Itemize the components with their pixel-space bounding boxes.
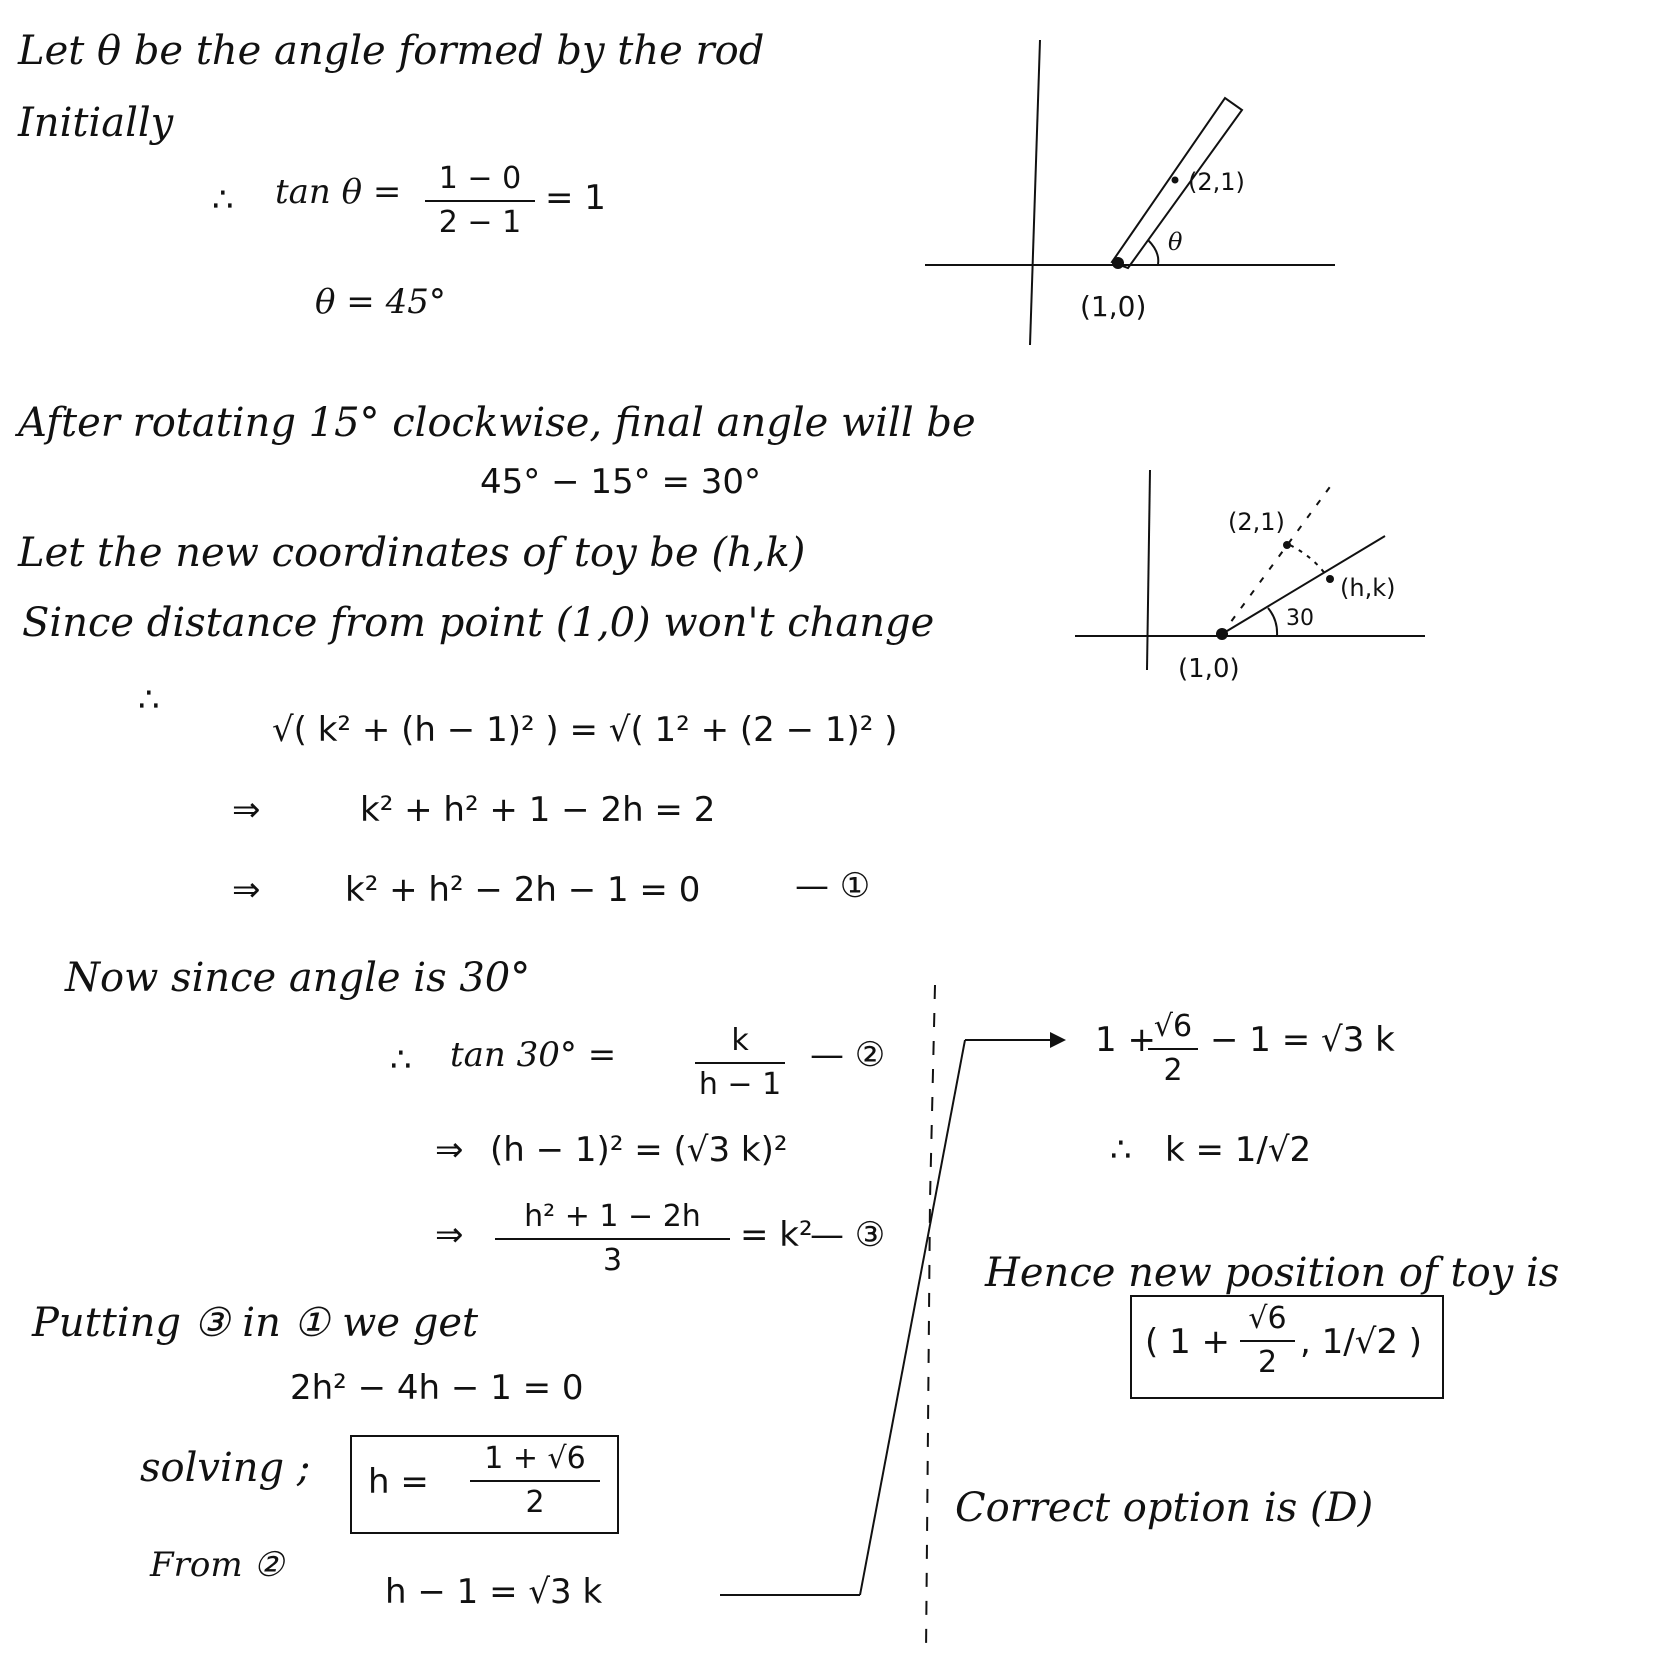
tan-theta-lhs: tan θ =	[275, 172, 402, 212]
therefore-symbol-3: ∴	[390, 1040, 412, 1080]
implies-symbol-2: ⇒	[232, 870, 261, 910]
h-result-numerator: 1 + √6	[484, 1441, 586, 1476]
answer-right: , 1/√2 )	[1300, 1322, 1423, 1362]
hence-line: Hence new position of toy is	[985, 1250, 1560, 1296]
fig2-point-b-label: (h,k)	[1340, 574, 1396, 602]
intro-line-1: Let θ be the angle formed by the rod	[18, 28, 765, 74]
k-result: k = 1/√2	[1165, 1130, 1312, 1170]
squared-equation: (h − 1)² = (√3 k)²	[490, 1130, 788, 1170]
k-equation-numerator: √6	[1153, 1009, 1193, 1044]
fig2-origin-label: (1,0)	[1178, 654, 1240, 684]
fig2-point-a-label: (2,1)	[1228, 508, 1285, 536]
tan-theta-numerator: 1 − 0	[438, 161, 522, 196]
answer-denominator: 2	[1257, 1345, 1278, 1380]
tan-theta-denominator: 2 − 1	[438, 205, 522, 240]
intro-line-2: Initially	[18, 100, 174, 146]
h-result-lhs: h =	[368, 1462, 429, 1502]
k-equation-left: 1 +	[1095, 1020, 1156, 1060]
tan30-lhs: tan 30° =	[450, 1035, 617, 1075]
therefore-symbol: ∴	[212, 180, 234, 220]
answer-numerator: √6	[1248, 1301, 1287, 1336]
tan30-numerator: k	[731, 1023, 749, 1058]
expanded-equation: k² + h² + 1 − 2h = 2	[360, 790, 716, 830]
therefore-symbol-2: ∴	[138, 680, 160, 720]
equation-3-numerator: h² + 1 − 2h	[524, 1199, 701, 1234]
angle-line-1: Now since angle is 30°	[65, 955, 531, 1001]
h-result-denominator: 2	[525, 1485, 545, 1520]
tan-theta-rhs: = 1	[545, 178, 606, 218]
equation-1: k² + h² − 2h − 1 = 0	[345, 870, 701, 910]
k-equation-denominator: 2	[1163, 1053, 1183, 1088]
fig1-angle-label: θ	[1168, 228, 1183, 256]
solving-label: solving ;	[140, 1445, 311, 1491]
rotation-line-4: Since distance from point (1,0) won't change	[22, 600, 935, 646]
tan30-denominator: h − 1	[698, 1067, 782, 1102]
fig1-point-label: (2,1)	[1188, 168, 1245, 196]
equation-3-rhs: = k²	[740, 1215, 813, 1255]
quadratic-equation: 2h² − 4h − 1 = 0	[290, 1368, 584, 1408]
k-equation-right: − 1 = √3 k	[1210, 1020, 1395, 1060]
from-equation: h − 1 = √3 k	[385, 1572, 603, 1612]
implies-symbol-1: ⇒	[232, 790, 261, 830]
distance-equation: √( k² + (h − 1)² ) = √( 1² + (2 − 1)² )	[272, 710, 898, 750]
therefore-symbol-4: ∴	[1110, 1130, 1132, 1170]
equation-3-label: — ③	[810, 1215, 886, 1255]
implies-symbol-4: ⇒	[435, 1215, 464, 1255]
rotation-angle-calc: 45° − 15° = 30°	[480, 462, 761, 502]
fig1-origin-label: (1,0)	[1080, 290, 1147, 323]
answer-fraction	[1240, 1300, 1295, 1382]
k-equation-fraction	[1148, 1008, 1198, 1090]
putting-line: Putting ③ in ① we get	[32, 1300, 479, 1346]
theta-result: θ = 45°	[315, 282, 446, 322]
fig2-angle-label: 30	[1286, 606, 1314, 631]
correct-option-line: Correct option is (D)	[955, 1485, 1374, 1531]
rotation-line-3: Let the new coordinates of toy be (h,k)	[18, 530, 806, 576]
from-label: From ②	[150, 1545, 284, 1585]
equation-2-label: — ②	[810, 1035, 886, 1075]
implies-symbol-3: ⇒	[435, 1130, 464, 1170]
answer-left: ( 1 +	[1145, 1322, 1230, 1362]
rotation-line-1: After rotating 15° clockwise, final angle will be	[18, 400, 976, 446]
equation-1-label: — ①	[795, 866, 871, 906]
equation-3-denominator: 3	[602, 1243, 623, 1278]
